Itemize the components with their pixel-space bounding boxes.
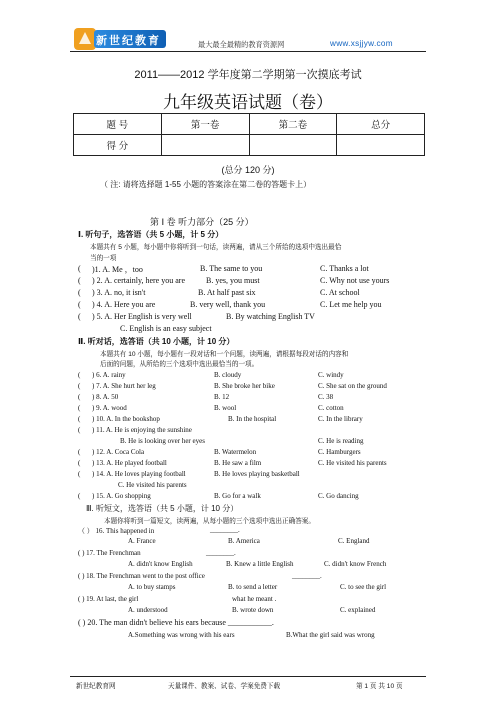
answer-paren[interactable]: ( bbox=[78, 264, 81, 273]
question-2: ) 2. A. certainly, here you are bbox=[92, 276, 185, 285]
answer-paren[interactable]: ( bbox=[78, 371, 81, 379]
question-15: ) 15. A. Go shopping bbox=[92, 492, 151, 500]
option-c: C. He is reading bbox=[318, 437, 364, 445]
option-b: B. Knew a little English bbox=[226, 560, 294, 568]
option-b: B. wrote down bbox=[232, 606, 274, 614]
option-c: C. Go dancing bbox=[318, 492, 359, 500]
section2-instructions: 本题共有 10 小题，每小题有一段对话和一个问题，读两遍，请根据每段对话的内容和 bbox=[100, 351, 349, 358]
answer-paren[interactable]: ( bbox=[78, 415, 81, 423]
question-11: ) 11. A. He is enjoying the sunshine bbox=[92, 426, 192, 434]
footer-middle: 天量课件、教案、试卷、学案免费下载 bbox=[168, 683, 281, 690]
question-19: ( ) 19. At last, the girl bbox=[78, 595, 139, 603]
answer-paren[interactable]: ( bbox=[78, 276, 81, 285]
option-b: B. Watermelon bbox=[214, 448, 257, 456]
answer-paren[interactable]: ( bbox=[78, 393, 81, 401]
option-b: B.What the girl said was wrong bbox=[286, 631, 375, 639]
exam-title: 2011——2012 学年度第二学期第一次摸底考试 bbox=[134, 69, 362, 81]
section2-instructions: 后面的问题，从所给的三个选项中选出最恰当的一项。 bbox=[100, 361, 259, 368]
section1-title: Ⅰ. 听句子，选答语（共 5 小题，计 5 分） bbox=[78, 230, 224, 239]
question-18: ( ) 18. The Frenchman went to the post office bbox=[78, 572, 205, 580]
question-16: （ ） 16. This happened in bbox=[78, 527, 155, 535]
answer-paren[interactable]: ( bbox=[78, 470, 81, 478]
question-10: ) 10. A. In the bookshop bbox=[92, 415, 160, 423]
option-b: B. He is looking over her eyes bbox=[120, 437, 205, 445]
option-c: C. Let me help you bbox=[320, 300, 382, 309]
score-cell[interactable] bbox=[161, 135, 249, 156]
option-b: B. wool bbox=[214, 404, 237, 412]
option-b: B. cloudy bbox=[214, 371, 242, 379]
exam-note: （ 注: 请将选择题 1-55 小题的答案涂在第二卷的答题卡上） bbox=[100, 180, 312, 189]
option-a: A. didn't know English bbox=[128, 560, 193, 568]
answer-blank[interactable]: ________. bbox=[206, 549, 236, 557]
footer-left: 新世纪教育网 bbox=[76, 683, 116, 690]
option-b: B. By watching English TV bbox=[226, 312, 315, 321]
slogan: 最大最全最精的教育资源网 bbox=[198, 40, 285, 49]
option-c: C. He visited his parents bbox=[318, 459, 387, 467]
score-cell[interactable] bbox=[337, 135, 425, 156]
header-rule bbox=[70, 51, 426, 52]
site-link[interactable]: www.xsjjyw.com bbox=[330, 39, 393, 48]
question-20: ( ) 20. The man didn't believe his ears because ___________. bbox=[78, 618, 274, 627]
question-17: ( ) 17. The Frenchman bbox=[78, 549, 141, 557]
option-b: B. America bbox=[228, 537, 260, 545]
option-b: B. to send a letter bbox=[228, 583, 278, 591]
option-b: B. very well, thank you bbox=[190, 300, 266, 309]
option-b: B. At half past six bbox=[198, 288, 256, 297]
option-b: B. She broke her bike bbox=[214, 382, 275, 390]
score-table-header: 题 号 bbox=[74, 114, 162, 135]
option-c: C. Why not use yours bbox=[320, 276, 390, 285]
answer-paren[interactable]: ( bbox=[78, 404, 81, 412]
exam-subtitle: 九年级英语试题（卷） bbox=[163, 93, 333, 112]
section1-instructions: 本题共有 5 小题，每小题中你将听到一句话，读两遍，请从三个所给的选项中选出最恰 bbox=[90, 244, 342, 251]
option-c: C. to see the girl bbox=[340, 583, 387, 591]
option-b: B. He saw a film bbox=[214, 459, 262, 467]
option-c: C. In the library bbox=[318, 415, 363, 423]
question-13: ) 13. A. He played football bbox=[92, 459, 167, 467]
option-c: C. cotton bbox=[318, 404, 344, 412]
footer-page-number: 第 1 页 共 10 页 bbox=[356, 683, 403, 690]
option-c: C. English is an easy subject bbox=[120, 324, 212, 333]
section3-title: Ⅲ. 听短文，选答语（共 5 小题，计 10 分） bbox=[86, 504, 239, 513]
option-b: B. In the hospital bbox=[228, 415, 277, 423]
question-14: ) 14. A. He loves playing football bbox=[92, 470, 186, 478]
total-points: (总分 120 分) bbox=[221, 165, 275, 175]
score-cell[interactable] bbox=[249, 135, 337, 156]
option-a: A. to buy stamps bbox=[128, 583, 176, 591]
answer-blank[interactable]: ________. bbox=[292, 572, 322, 580]
score-table-header: 第二卷 bbox=[249, 114, 337, 135]
answer-paren[interactable]: ( bbox=[78, 448, 81, 456]
score-table-header: 总分 bbox=[337, 114, 425, 135]
question-1: )1. A. Me ，too bbox=[92, 265, 143, 274]
footer-rule bbox=[70, 676, 426, 677]
section2-title: Ⅱ. 听对话，选答语（共 10 小题，计 10 分） bbox=[78, 337, 235, 346]
part1-heading: 第 Ⅰ 卷 听力部分（25 分） bbox=[150, 217, 254, 227]
question-3: ) 3. A. no, it isn't bbox=[92, 288, 146, 297]
question-5: ) 5. A. Her English is very well bbox=[92, 312, 192, 321]
answer-blank[interactable]: what he meant . bbox=[232, 595, 277, 603]
answer-paren[interactable]: ( bbox=[78, 382, 81, 390]
score-row-label: 得 分 bbox=[74, 135, 162, 156]
option-a: A.Something was wrong with his ears bbox=[128, 631, 235, 639]
question-8: ) 8. A. 50 bbox=[92, 393, 119, 401]
answer-paren[interactable]: ( bbox=[78, 459, 81, 467]
question-9: ) 9. A. wood bbox=[92, 404, 127, 412]
option-b: B. 12 bbox=[214, 393, 230, 401]
option-c: C. England bbox=[338, 537, 370, 545]
option-c: C. Hamburgers bbox=[318, 448, 361, 456]
option-c: C. She sat on the ground bbox=[318, 382, 387, 390]
option-c: C. didn't know French bbox=[324, 560, 387, 568]
question-6: ) 6. A. rainy bbox=[92, 371, 126, 379]
section1-instructions: 当的一项 bbox=[90, 255, 117, 262]
option-b: B. Go for a walk bbox=[214, 492, 261, 500]
option-b: B. The same to you bbox=[200, 264, 263, 273]
answer-paren[interactable]: ( bbox=[78, 426, 81, 434]
answer-paren[interactable]: ( bbox=[78, 312, 81, 321]
answer-paren[interactable]: ( bbox=[78, 288, 81, 297]
score-table-header: 第一卷 bbox=[161, 114, 249, 135]
option-c: C. windy bbox=[318, 371, 344, 379]
option-c: C. 38 bbox=[318, 393, 334, 401]
option-a: A. France bbox=[128, 537, 156, 545]
question-12: ) 12. A. Coca Cola bbox=[92, 448, 145, 456]
answer-paren[interactable]: ( bbox=[78, 300, 81, 309]
option-a: A. understood bbox=[128, 606, 168, 614]
option-c: C. explained bbox=[340, 606, 376, 614]
logo-text: 新世纪教育 bbox=[96, 35, 161, 47]
score-table bbox=[73, 113, 425, 156]
option-b: B. He loves playing basketball bbox=[214, 470, 300, 478]
section3-instructions: 本题你将听到一篇短文，读两遍，从每小题的三个选项中选出正确答案。 bbox=[104, 518, 315, 525]
answer-paren[interactable]: ( bbox=[78, 492, 81, 500]
option-b: B. yes, you must bbox=[206, 276, 260, 285]
option-c: C. He visited his parents bbox=[118, 481, 187, 489]
question-4: ) 4. A. Here you are bbox=[92, 300, 156, 309]
option-c: C. Thanks a lot bbox=[320, 264, 369, 273]
option-c: C. At school bbox=[320, 288, 360, 297]
question-7: ) 7. A. She hurt her leg bbox=[92, 382, 156, 390]
answer-blank[interactable]: ________. bbox=[210, 526, 240, 534]
